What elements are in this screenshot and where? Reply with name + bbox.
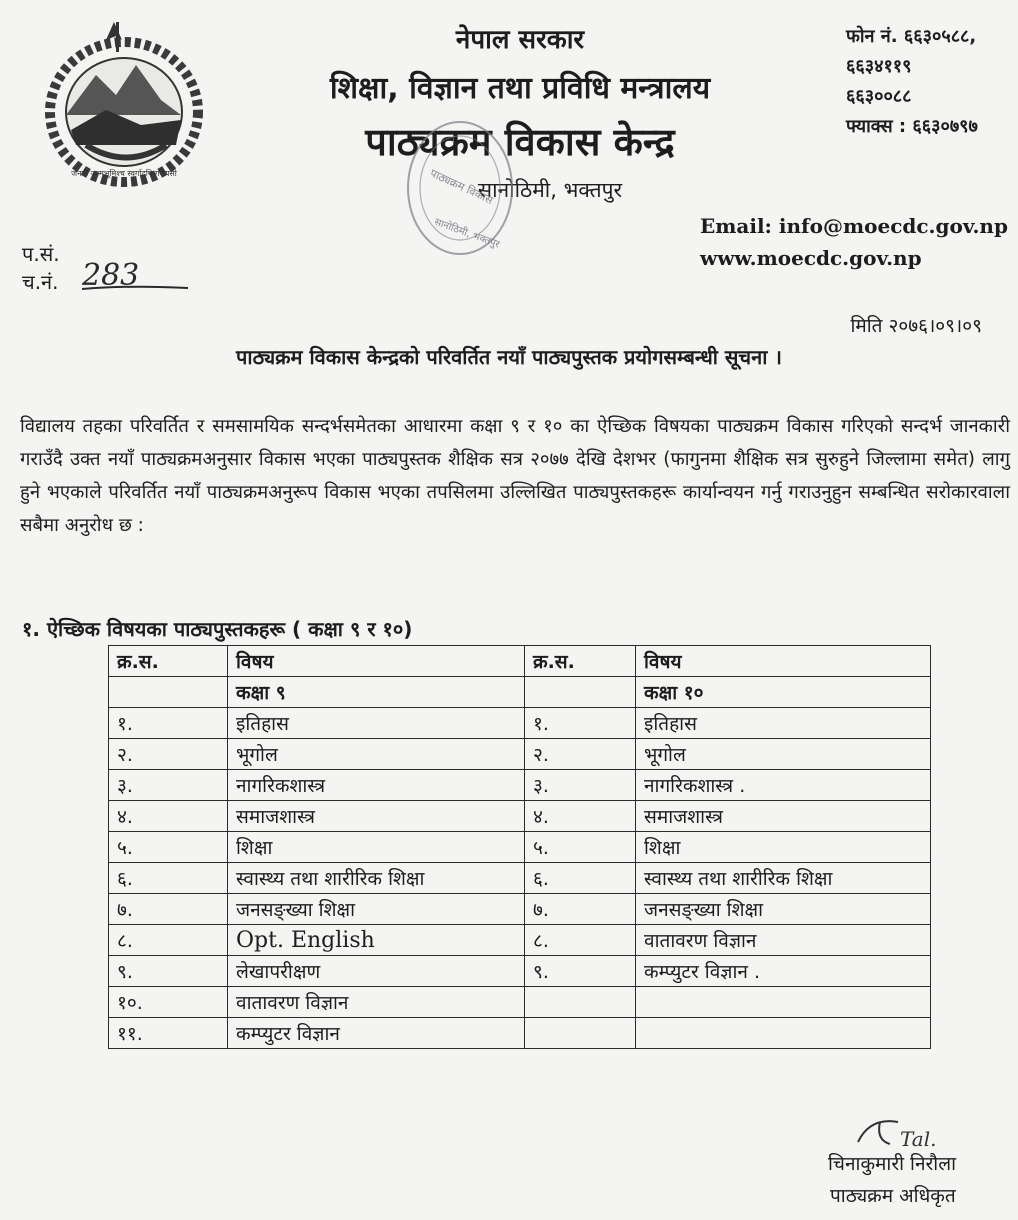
subject-9-cell: भूगोल	[228, 739, 525, 770]
fax-line: फ्याक्स : ६६३०७९७	[846, 116, 978, 137]
subject-9-cell: शिक्षा	[228, 832, 525, 863]
sn-9-cell: ३.	[109, 770, 228, 801]
header-sn-9: क्र.स.	[109, 646, 228, 677]
phone-line-3: ६६३००८८	[846, 86, 912, 107]
sn-10-cell: २.	[525, 739, 636, 770]
header-subject-10: विषय	[636, 646, 931, 677]
table-row	[109, 832, 931, 863]
notice-subject: पाठ्यक्रम विकास केन्द्रको परिवर्तित नयाँ पाठ्यपुस्तक प्रयोगसम्बन्धी सूचना ।	[236, 345, 782, 369]
table-row	[109, 739, 931, 770]
center-location: सानोठिमी, भक्तपुर	[477, 178, 623, 202]
signatory-title: पाठ्यक्रम अधिकृत	[830, 1185, 956, 1207]
subject-10-cell: समाजशास्त्र	[636, 801, 931, 832]
table-row	[109, 1018, 931, 1049]
center-title: पाठ्यक्रम विकास केन्द्र	[365, 120, 675, 164]
sn-9-cell: ११.	[109, 1018, 228, 1049]
government-title: नेपाल सरकार	[455, 25, 585, 55]
subject-10-cell: स्वास्थ्य तथा शारीरिक शिक्षा	[636, 863, 931, 894]
table-row	[109, 863, 931, 894]
phone-line-2: ६६३४११९	[846, 56, 912, 77]
cha-na-handwritten-number: 283	[82, 258, 140, 293]
table-row	[109, 925, 931, 956]
signatory-name: चिनाकुमारी निरौला	[828, 1153, 957, 1175]
pa-sa-label: प.सं.	[22, 242, 60, 266]
document-date: मिति २०७६।०९।०९	[850, 315, 982, 337]
signature-mark	[850, 1112, 960, 1152]
subject-9-cell: लेखापरीक्षण	[228, 956, 525, 987]
grade-cell	[525, 677, 636, 708]
grade-9-label: कक्षा ९	[228, 677, 525, 708]
sn-10-cell: ७.	[525, 894, 636, 925]
sn-10-cell: ९.	[525, 956, 636, 987]
subject-10-cell: भूगोल	[636, 739, 931, 770]
table-row	[109, 770, 931, 801]
table-row	[109, 894, 931, 925]
subject-9-cell: Opt. English	[228, 925, 525, 956]
subject-9-cell: जनसङ्ख्या शिक्षा	[228, 894, 525, 925]
sn-10-cell	[525, 987, 636, 1018]
sn-9-cell: ८.	[109, 925, 228, 956]
stamp-text-2: सानोठिमी, भक्तपुर	[432, 216, 502, 251]
notice-body: विद्यालय तहका परिवर्तित र समसामयिक सन्दर्भसमेतका आधारमा कक्षा ९ र १० का ऐच्छिक विषयका पाठ्यक्रम विकास गरिएको सन्दर्भ जानकारी गराउँदै उक्त नयाँ पाठ्यक्रमअनुसार विकास भएका पाठ्यपुस्तक शैक्षिक सत्र २०७७ देखि देशभर (फागुनमा शैक्षिक सत्र सुरुहुने जिल्लामा समेत) लागु हुने भएकाले परिवर्तित नयाँ पाठ्यक्रमअनुरूप विकास भएका तपसिलमा उल्लिखित पाठ्यपुस्तकहरू कार्यान्वयन गर्नु गराउनुहुन सम्बन्धित सरोकारवाला सबैमा अनुरोध छ :	[20, 416, 1010, 536]
subject-9-cell: स्वास्थ्य तथा शारीरिक शिक्षा	[228, 863, 525, 894]
handwritten-underline	[80, 283, 190, 293]
stamp-text-1: पाठ्यक्रम विकास	[428, 166, 495, 208]
nepal-government-emblem	[36, 20, 216, 190]
grade-cell	[109, 677, 228, 708]
ministry-title: शिक्षा, विज्ञान तथा प्रविधि मन्त्रालय	[329, 71, 711, 106]
subject-10-cell: नागरिकशास्त्र .	[636, 770, 931, 801]
signature-text: Tal.	[900, 1127, 937, 1151]
subject-9-cell: वातावरण विज्ञान	[228, 987, 525, 1018]
sn-9-cell: २.	[109, 739, 228, 770]
subject-10-cell: कम्प्युटर विज्ञान .	[636, 956, 931, 987]
table-grade-row	[109, 677, 931, 708]
subject-9-cell: समाजशास्त्र	[228, 801, 525, 832]
sn-9-cell: ९.	[109, 956, 228, 987]
sn-10-cell	[525, 1018, 636, 1049]
grade-10-label: कक्षा १०	[636, 677, 931, 708]
sn-10-cell: ५.	[525, 832, 636, 863]
table-row	[109, 987, 931, 1018]
sn-9-cell: ४.	[109, 801, 228, 832]
subject-9-cell: कम्प्युटर विज्ञान	[228, 1018, 525, 1049]
cha-na-label: च.नं.	[22, 270, 59, 294]
table-row	[109, 956, 931, 987]
office-stamp	[400, 118, 530, 268]
subject-10-cell	[636, 1018, 931, 1049]
table-header-row	[109, 646, 931, 677]
sn-10-cell: १.	[525, 708, 636, 739]
sn-9-cell: ७.	[109, 894, 228, 925]
subject-10-cell	[636, 987, 931, 1018]
email-address: Email: info@moecdc.gov.np	[700, 214, 1008, 238]
sn-9-cell: १.	[109, 708, 228, 739]
sn-10-cell: ३.	[525, 770, 636, 801]
textbook-table	[108, 645, 931, 1049]
section-title: १. ऐच्छिक विषयका पाठ्यपुस्तकहरू ( कक्षा ९ र १०)	[22, 617, 413, 641]
website-address: www.moecdc.gov.np	[700, 246, 922, 270]
subject-10-cell: जनसङ्ख्या शिक्षा	[636, 894, 931, 925]
emblem-motto: जननी जन्मभूमिश्च स्वर्गादपि गरीयसी	[71, 169, 177, 178]
subject-10-cell: वातावरण विज्ञान	[636, 925, 931, 956]
header-sn-10: क्र.स.	[525, 646, 636, 677]
sn-9-cell: १०.	[109, 987, 228, 1018]
subject-9-cell: इतिहास	[228, 708, 525, 739]
subject-9-cell: नागरिकशास्त्र	[228, 770, 525, 801]
sn-10-cell: ८.	[525, 925, 636, 956]
sn-9-cell: ६.	[109, 863, 228, 894]
sn-10-cell: ६.	[525, 863, 636, 894]
header-subject-9: विषय	[228, 646, 525, 677]
subject-10-cell: शिक्षा	[636, 832, 931, 863]
subject-10-cell: इतिहास	[636, 708, 931, 739]
table-row	[109, 708, 931, 739]
sn-9-cell: ५.	[109, 832, 228, 863]
sn-10-cell: ४.	[525, 801, 636, 832]
phone-line-1: फोन नं. ६६३०५८८,	[846, 26, 977, 47]
table-row	[109, 801, 931, 832]
